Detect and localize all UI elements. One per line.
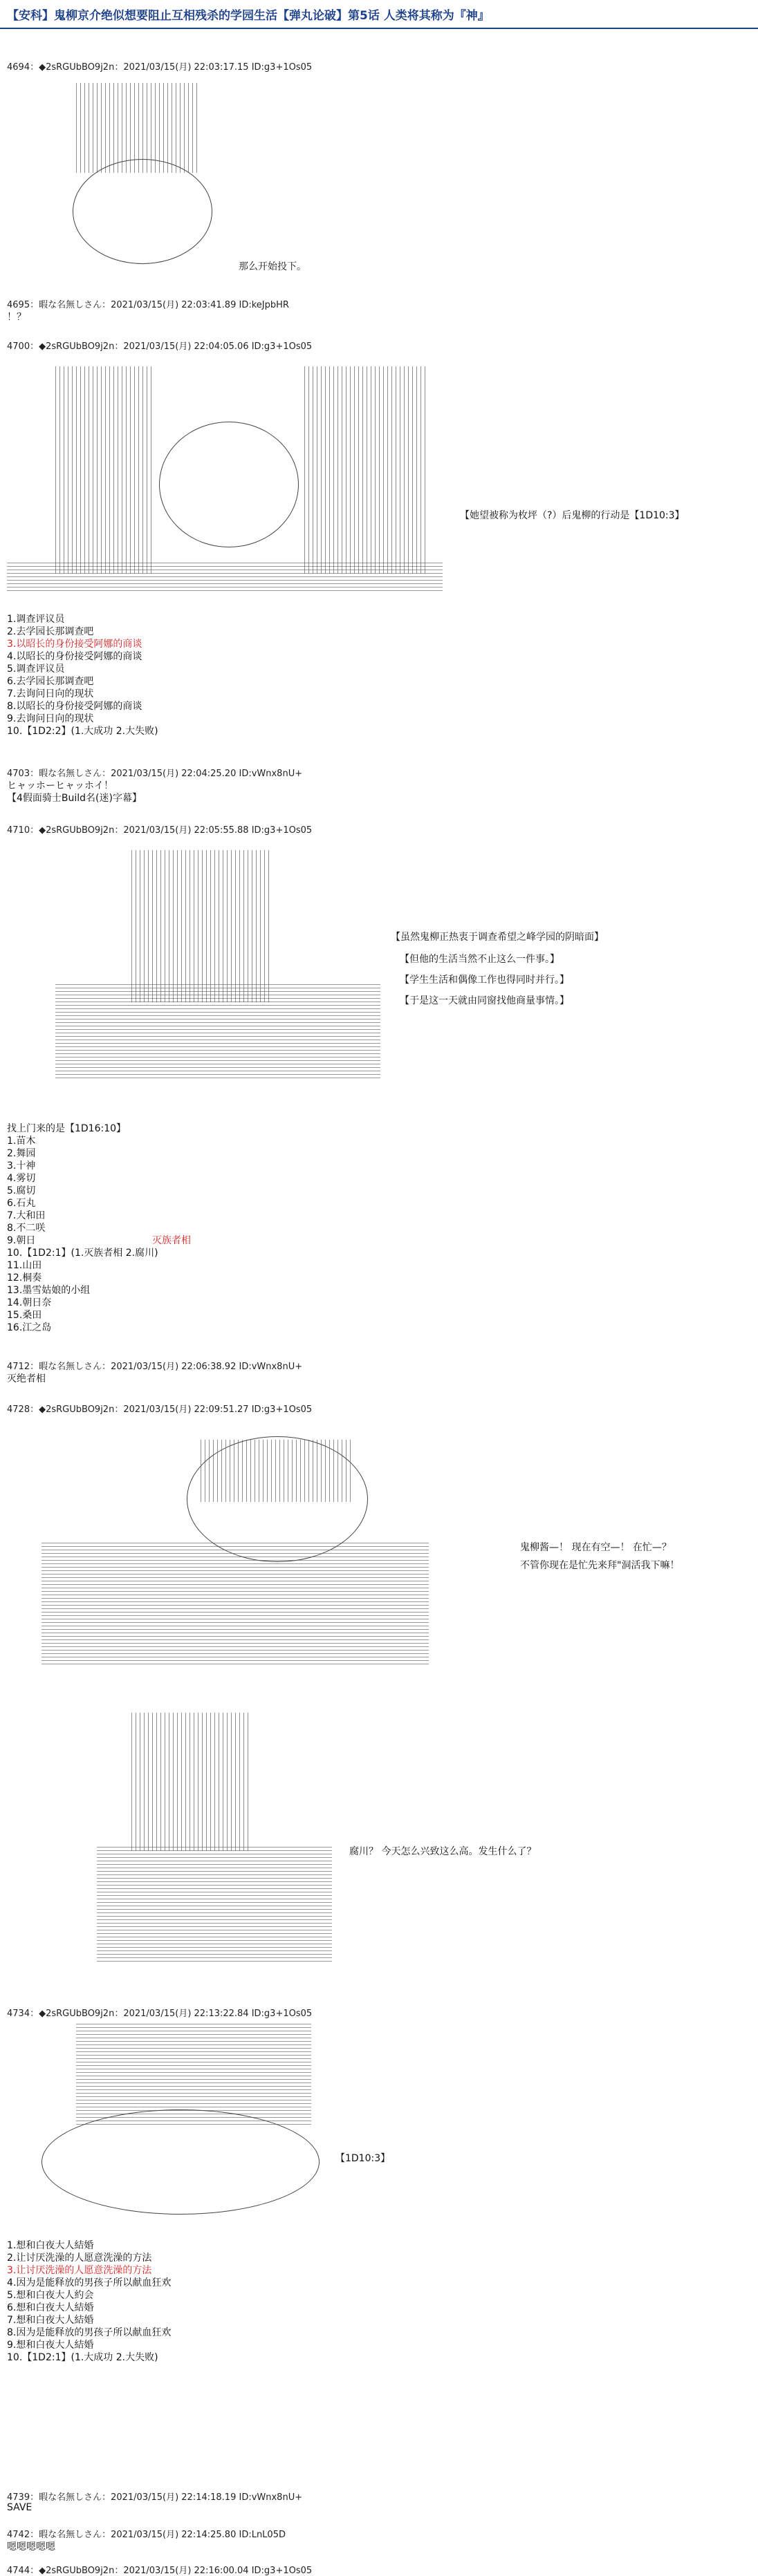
post-line: ！？	[7, 312, 26, 323]
choice-line-selected-result	[152, 1233, 191, 1247]
post-caption: 那么开始投下。	[239, 261, 306, 272]
post-4703	[0, 766, 758, 807]
choice-line: 2.舞园	[7, 1148, 36, 1159]
choice-line: 3.十神	[7, 1160, 36, 1172]
choice-line: 7.大和田	[7, 1210, 46, 1221]
post-header: 4712：暇な名無しさん：2021/03/15(月) 22:06:38.92 ID:vWnx8nU+	[7, 1362, 303, 1372]
aa-art-ground	[7, 560, 443, 591]
post-caption: 【但他的生活当然不止这么一件事。】	[400, 954, 560, 965]
aa-art-face	[73, 159, 212, 264]
aa-art-body-2	[97, 1844, 332, 1962]
aa-art-face	[41, 2109, 320, 2215]
choice-line: 9.去询问日向的现状	[7, 713, 94, 724]
post-line: 灭绝者相	[7, 1373, 46, 1384]
aa-art-hair-right	[304, 366, 429, 574]
choice-line: 6.去学园长那调查吧	[7, 676, 94, 687]
post-header: 4728：◆2sRGUbBO9j2n：2021/03/15(月) 22:09:51.27 ID:g3+1Os05	[7, 1404, 313, 1415]
post-header: 4695：暇な名無しさん：2021/03/15(月) 22:03:41.89 ID:keJpbHR	[7, 300, 289, 310]
choice-line: 6.想和白夜大人結婚	[7, 2302, 94, 2313]
choice-line: 15.桑田	[7, 1310, 42, 1321]
choice-line: 10.【1D2:1】(1.灭族者相 2.腐川)	[7, 1248, 158, 1259]
post-caption: 腐川？ 今天怎么兴致这么高。发生什么了？	[349, 1846, 537, 1857]
post-4695	[0, 297, 758, 339]
aa-art-body	[55, 981, 380, 1078]
post-4710	[0, 822, 758, 1362]
post-line: SAVE	[7, 2502, 33, 2513]
post-caption: 鬼柳酱—！ 现在有空—！ 在忙—？	[520, 1542, 672, 1553]
choice-line: 16.江之岛	[7, 1322, 52, 1333]
choice-line: 1.苗木	[7, 1136, 36, 1147]
post-header: 4700：◆2sRGUbBO9j2n：2021/03/15(月) 22:04:05.06 ID:g3+1Os05	[7, 341, 313, 352]
post-caption: 【虽然鬼柳正热衷于调查希望之峰学园的阴暗面】	[391, 932, 604, 943]
post-caption: 【她望被称为枚坪（?）后鬼柳的行动是【1D10:3】	[460, 510, 685, 521]
choice-line: 5.想和白夜大人約会	[7, 2290, 94, 2301]
choice-line: 9.想和白夜大人結婚	[7, 2340, 94, 2351]
choice-line: 5.腐切	[7, 1185, 36, 1196]
post-caption: 【1D10:3】	[335, 2153, 391, 2164]
aa-art-hair	[131, 850, 270, 1002]
post-header: 4703：暇な名無しさん：2021/03/15(月) 22:04:25.20 ID:vWnx8nU+	[7, 769, 303, 779]
choice-line: 10.【1D2:1】(1.大成功 2.大失败)	[7, 2352, 158, 2363]
post-header: 4742：暇な名無しさん：2021/03/15(月) 22:14:25.80 ID:LnL05D	[7, 2530, 286, 2540]
choice-line: 9.朝日	[7, 1235, 36, 1246]
choice-line: 1.调查评议员	[7, 614, 65, 625]
post-header: 4739：暇な名無しさん：2021/03/15(月) 22:14:18.19 ID:vWnx8nU+	[7, 2492, 303, 2503]
choice-line: 12.桐奏	[7, 1272, 42, 1284]
red-fragment: 灭族者相	[152, 1235, 191, 1246]
post-4700	[0, 339, 758, 753]
choice-line: 4.以昭长的身份接受阿娜的商谈	[7, 651, 142, 662]
post-4739	[0, 2490, 758, 2524]
aa-art-body-1	[41, 1540, 429, 1664]
aa-art-face	[159, 422, 299, 547]
choice-line: 8.因为是能释放的男孩子所以献血狂欢	[7, 2327, 172, 2338]
post-4734	[0, 2006, 758, 2365]
post-4744	[0, 2561, 758, 2575]
post-line: 【4假面骑士Build名(迷)字幕】	[7, 793, 142, 804]
choice-line: 4.因为是能释放的男孩子所以献血狂欢	[7, 2277, 172, 2288]
aa-art-hair-1	[201, 1440, 353, 1502]
choice-line: 2.去学园长那调查吧	[7, 626, 94, 637]
post-caption: 【学生生活和偶像工作也得同时并行。】	[400, 975, 569, 986]
choice-line: 11.山田	[7, 1260, 42, 1271]
post-4712	[0, 1359, 758, 1400]
post-caption: 不管你现在是忙先来拜"洞活我下嘛！	[520, 1560, 680, 1571]
choice-line-selected: 3.以昭长的身份接受阿娜的商谈	[7, 639, 142, 650]
post-line: ヒャッホーヒャッホイ！	[7, 780, 113, 791]
choice-line: 10.【1D2:2】(1.大成功 2.大失败)	[7, 726, 158, 737]
post-caption: 【于是这一天就由同窗找他商量事情。】	[400, 995, 569, 1006]
post-header: 4710：◆2sRGUbBO9j2n：2021/03/15(月) 22:05:55.88 ID:g3+1Os05	[7, 825, 313, 836]
choice-line: 7.想和白夜大人結婚	[7, 2315, 94, 2326]
choice-line: 5.调查评议员	[7, 664, 65, 675]
choice-line: 6.石丸	[7, 1198, 36, 1209]
choice-line: 4.雾切	[7, 1173, 36, 1184]
choice-line: 8.以昭长的身份接受阿娜的商谈	[7, 701, 142, 712]
page-title-bar	[0, 0, 758, 29]
choice-line: 14.朝日奈	[7, 1297, 52, 1308]
choice-line: 2.让讨厌洗澡的人愿意洗澡的方法	[7, 2253, 152, 2264]
choice-line: 找上门来的是【1D16:10】	[7, 1123, 127, 1134]
choice-line: 13.墨雪姑娘的小组	[7, 1285, 91, 1296]
page-title: 【安科】鬼柳京介绝似想要阻止互相残杀的学园生活【弹丸论破】第5话 人类将其称为『神』	[7, 9, 490, 23]
post-line: 嗯嗯嗯嗯嗯	[7, 2541, 55, 2553]
post-4694	[0, 35, 758, 276]
aa-art-hair-left	[55, 366, 152, 574]
post-4742	[0, 2527, 758, 2561]
choice-line-selected: 3.让讨厌洗澡的人愿意洗澡的方法	[7, 2265, 152, 2276]
post-header: 4744：◆2sRGUbBO9j2n：2021/03/15(月) 22:16:00.04 ID:g3+1Os05	[7, 2566, 313, 2576]
choice-line: 8.不二咲	[7, 1223, 46, 1234]
post-header: 4734：◆2sRGUbBO9j2n：2021/03/15(月) 22:13:22.84 ID:g3+1Os05	[7, 2009, 313, 2019]
choice-line: 7.去询问日向的现状	[7, 688, 94, 699]
aa-art-hair-2	[131, 1713, 249, 1851]
post-4728	[0, 1402, 758, 1996]
choice-line: 1.想和白夜大人結婚	[7, 2240, 94, 2251]
post-header: 4694：◆2sRGUbBO9j2n：2021/03/15(月) 22:03:17.15 ID:g3+1Os05	[7, 62, 313, 73]
